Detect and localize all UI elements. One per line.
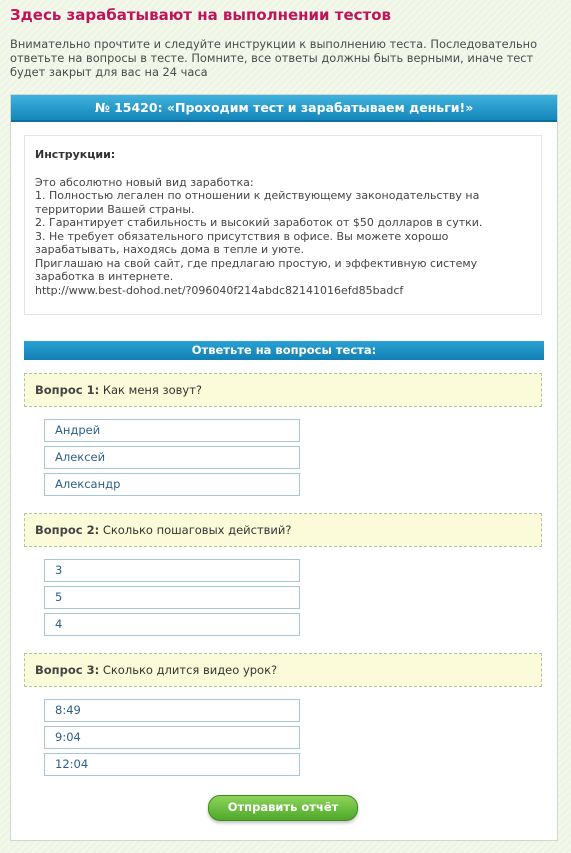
answer-option[interactable]: 8:49 (44, 699, 300, 722)
test-header: № 15420: «Проходим тест и зарабатываем деньги!» (11, 95, 557, 122)
instruction-line: 3. Не требует обязательного присутствия в офисе. Вы можете хорошо зарабатывать, находясь дома в тепле и уюте. (35, 229, 449, 256)
answer-option[interactable]: 9:04 (44, 726, 300, 749)
page-description: Внимательно прочтите и следуйте инструкции к выполнению теста. Последовательно ответьте на вопросы в тесте. Помните, все ответы должны быть верными, иначе тест будет закрыт для вас на 24 часа (10, 37, 538, 79)
instruction-link[interactable]: http://www.best-dohod.net/?096040f214abdc82141016efd85badcf (35, 283, 404, 297)
instruction-line: Это абсолютно новый вид заработка: (35, 175, 254, 189)
instruction-line: 2. Гарантирует стабильность и высокий заработок от $50 долларов в сутки. (35, 216, 483, 229)
instructions-box (24, 135, 542, 315)
answer-option[interactable]: Александр (44, 473, 300, 496)
answer-option[interactable]: Алексей (44, 446, 300, 469)
questions-header: Ответьте на вопросы теста: (24, 341, 544, 360)
question-text: Как меня зовут? (102, 383, 203, 397)
page-title: Здесь зарабатывают на выполнении тестов (10, 6, 392, 24)
answer-option[interactable]: 12:04 (44, 753, 300, 776)
answer-option[interactable]: 4 (44, 613, 300, 636)
answer-option[interactable]: Андрей (44, 419, 300, 442)
test-panel (10, 94, 558, 841)
answer-option[interactable]: 5 (44, 586, 300, 609)
question-1 (24, 373, 542, 407)
question-text: Сколько длится видео урок? (102, 663, 278, 677)
instruction-line: Приглашаю на свой сайт, где предлагаю простую, и эффективную систему заработка в интернете. (35, 256, 478, 283)
question-text: Сколько пошаговых действий? (102, 523, 292, 537)
question-number: Вопрос 2: (35, 523, 100, 537)
instruction-line: 1. Полностью легален по отношении к действующему законодательству на территории Вашей страны. (35, 189, 480, 216)
question-number: Вопрос 3: (35, 663, 100, 677)
question-2 (24, 513, 542, 547)
question-3 (24, 653, 542, 687)
answer-option[interactable]: 3 (44, 559, 300, 582)
instructions-heading: Инструкции: (35, 148, 116, 161)
submit-report-button[interactable]: Отправить отчёт (208, 795, 358, 821)
question-number: Вопрос 1: (35, 383, 100, 397)
